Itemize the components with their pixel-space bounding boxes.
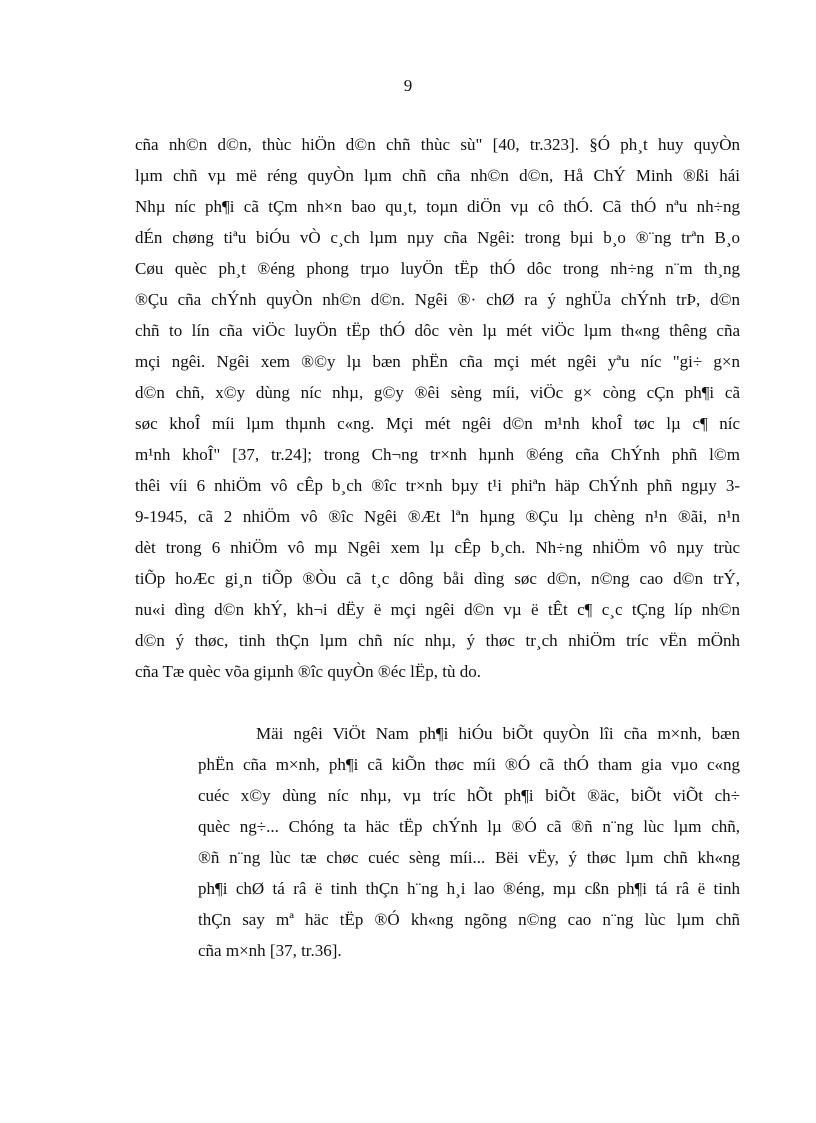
paragraph-line: cña Tæ quèc võa giµnh ®îc quyÒn ®éc lËp, tù do. <box>135 662 481 681</box>
paragraph-line: chñ to lín cña viÖc luyÖn tËp thÓ dôc vèn lµ mét viÖc lµm th«ng thêng cña <box>135 321 740 340</box>
paragraph-line: mçi ngêi. Ngêi xem ®©y lµ bæn phËn cña mçi mét ngêi yªu níc "gi÷ g×n <box>135 352 740 371</box>
paragraph-line: dèt trong 6 nhiÖm vô mµ Ngêi xem lµ cÊp b¸ch. Nh÷ng nhiÖm vô nµy trùc <box>135 538 740 557</box>
quote-line: cña m×nh [37, tr.36]. <box>198 941 342 960</box>
paragraph-line: d©n ý thøc, tinh thÇn lµm chñ níc nhµ, ý thøc tr¸ch nhiÖm tríc vËn mÖnh <box>135 631 740 650</box>
paragraph-line: ®Çu cña chÝnh quyÒn nh©n d©n. Ngêi ®· chØ ra ý nghÜa chÝnh trÞ, d©n <box>135 290 740 309</box>
paragraph-line: nu«i dìng d©n khÝ, kh¬i dËy ë mçi ngêi d©n vµ ë tÊt c¶ c¸c tÇng líp nh©n <box>135 600 740 619</box>
quote-line: ph¶i chØ tá râ ë tinh thÇn h¨ng h¸i lao ®éng, mµ cßn ph¶i tá râ ë tinh <box>198 879 740 898</box>
paragraph-line: d©n chñ, x©y dùng níc nhµ, g©y ®êi sèng míi, viÖc g× còng cÇn ph¶i cã <box>135 383 740 402</box>
paragraph-line: Cøu quèc ph¸t ®éng phong trµo luyÖn tËp thÓ dôc trong nh÷ng n¨m th¸ng <box>135 259 740 278</box>
page-number: 9 <box>403 76 413 95</box>
paragraph-line: dÉn chøng tiªu biÓu vÒ c¸ch lµm nµy cña Ngêi: trong bµi b¸o ®¨ng trªn B¸o <box>135 228 740 247</box>
block-quote <box>198 718 740 966</box>
paragraph-line: thêi víi 6 nhiÖm vô cÊp b¸ch ®îc tr×nh bµy t¹i phiªn häp ChÝnh phñ ngµy 3- <box>135 476 740 495</box>
paragraph-line: søc khoÎ míi lµm thµnh c«ng. Mçi mét ngêi d©n m¹nh khoÎ tøc lµ c¶ níc <box>135 414 740 433</box>
body-paragraph <box>135 129 740 687</box>
paragraph-line: lµm chñ vµ më réng quyÒn lµm chñ cña nh©n d©n, Hå ChÝ Minh ®ßi hái <box>135 166 740 185</box>
quote-line: quèc ng÷... Chóng ta häc tËp chÝnh lµ ®Ó cã ®ñ n¨ng lùc lµm chñ, <box>198 817 740 836</box>
quote-line: Mäi ngêi ViÖt Nam ph¶i hiÓu biÕt quyÒn lîi cña m×nh, bæn <box>256 724 740 743</box>
paragraph-line: tiÕp hoÆc gi¸n tiÕp ®Òu cã t¸c dông båi dìng søc d©n, n©ng cao d©n trÝ, <box>135 569 740 588</box>
quote-line: phËn cña m×nh, ph¶i cã kiÕn thøc míi ®Ó cã thÓ tham gia vµo c«ng <box>198 755 740 774</box>
paragraph-line: m¹nh khoÎ" [37, tr.24]; trong Ch¬ng tr×nh hµnh ®éng cña ChÝnh phñ l©m <box>135 445 740 464</box>
paragraph-line: cña nh©n d©n, thùc hiÖn d©n chñ thùc sù" [40, tr.323]. §Ó ph¸t huy quyÒn <box>135 135 740 154</box>
paragraph-line: 9-1945, cã 2 nhiÖm vô ®îc Ngêi ®Æt lªn hµng ®Çu lµ chèng n¹n ®ãi, n¹n <box>135 507 740 526</box>
quote-line: cuéc x©y dùng níc nhµ, vµ tríc hÕt ph¶i biÕt ®äc, biÕt viÕt ch÷ <box>198 786 740 805</box>
quote-line: ®ñ n¨ng lùc tæ chøc cuéc sèng míi... Bëi vËy, ý thøc lµm chñ kh«ng <box>198 848 740 867</box>
paragraph-line: Nhµ níc ph¶i cã tÇm nh×n bao qu¸t, toµn diÖn vµ cô thÓ. Cã thÓ nªu nh÷ng <box>135 197 740 216</box>
quote-line: thÇn say mª häc tËp ®Ó kh«ng ngõng n©ng cao n¨ng lùc lµm chñ <box>198 910 740 929</box>
